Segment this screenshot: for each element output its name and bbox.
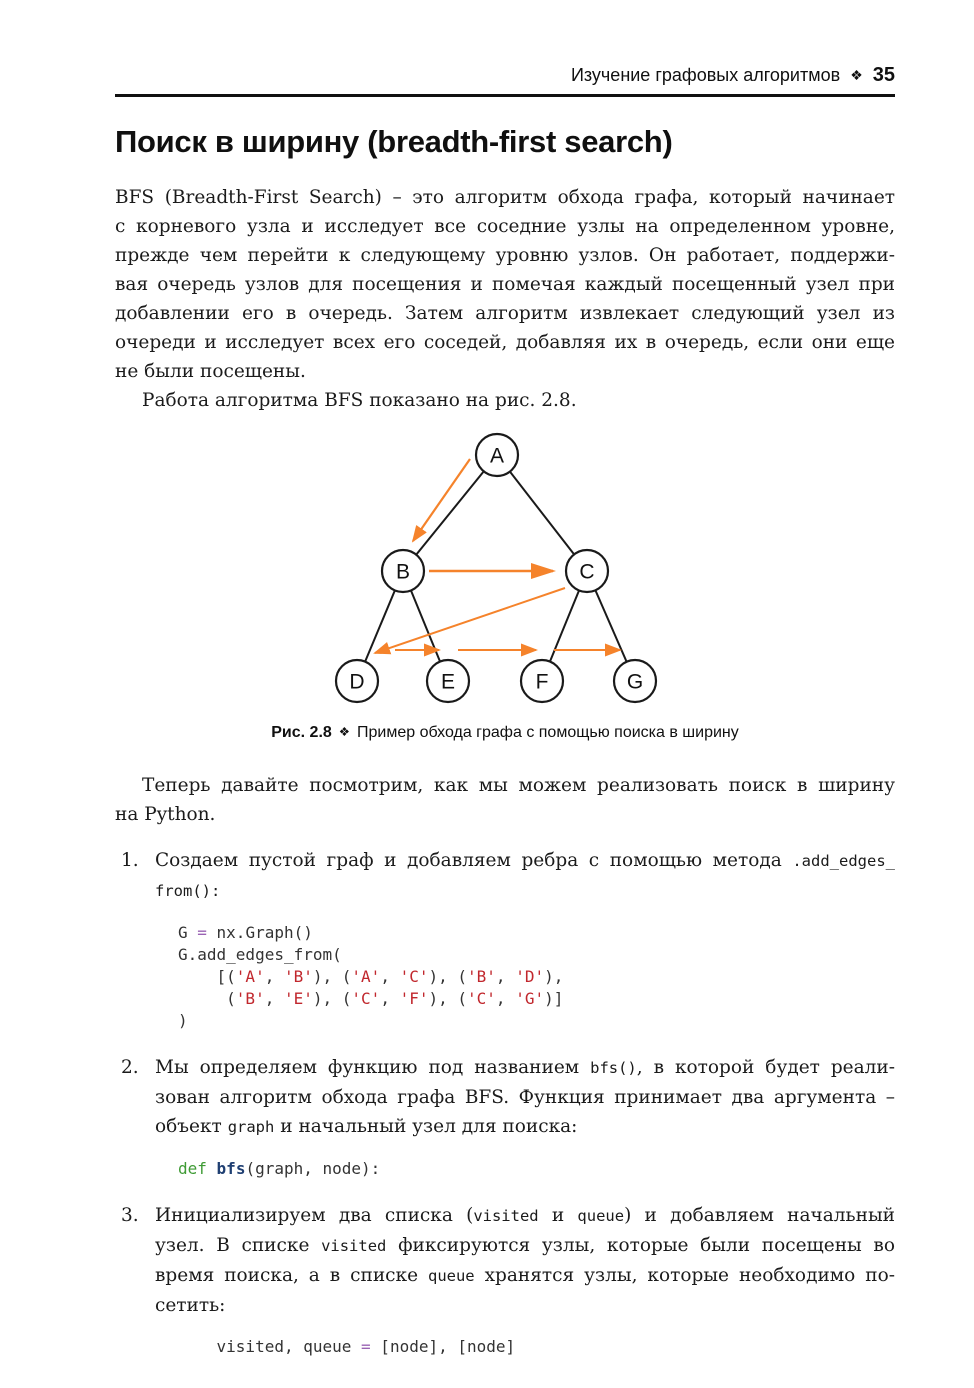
- code-token-str: 'B': [235, 989, 265, 1008]
- inline-code: from():: [155, 882, 221, 900]
- page-header: [115, 64, 895, 97]
- list-item-number: 1.: [121, 850, 139, 871]
- code-token: ,: [380, 967, 400, 986]
- code-token-str: 'B': [467, 967, 496, 986]
- text-segment: сетить:: [155, 1295, 226, 1316]
- code-block-graph-setup: [178, 922, 895, 1032]
- code-line: [178, 988, 895, 1010]
- code-token: G: [178, 923, 198, 942]
- text-segment: ) и добавляем начальный: [624, 1205, 895, 1226]
- code-block-bfs-def: [178, 1158, 895, 1180]
- running-title: Изучение графовых алгоритмов: [570, 65, 841, 85]
- code-line: [178, 922, 895, 944]
- inline-code: queue: [577, 1207, 625, 1225]
- text-line: с корневого узла и исследует все соседние узлы на определенном уровне,: [115, 216, 895, 237]
- code-token: ), (: [312, 989, 352, 1008]
- code-token: (graph, node):: [245, 1159, 381, 1178]
- code-token: ), (: [428, 989, 468, 1008]
- text-segment: время поиска, а в списке: [155, 1265, 428, 1286]
- text-segment: узел. В списке: [155, 1235, 322, 1256]
- text-line: [155, 1053, 895, 1083]
- implement-paragraph: [115, 771, 895, 829]
- text-line: вая очередь узлов для посещения и помечая каждый посещенный узел при: [115, 274, 895, 295]
- running-head: [115, 64, 895, 87]
- list-item-text: [155, 1201, 895, 1320]
- code-token: ): [178, 1011, 188, 1030]
- inline-code: graph: [227, 1118, 275, 1136]
- code-token: [(: [178, 967, 236, 986]
- diamond-caption-icon: ❖: [338, 725, 351, 739]
- list-item: [115, 1201, 895, 1362]
- inline-code: .add_edges_: [792, 852, 895, 870]
- figure-caption-label: Рис. 2.8: [271, 724, 332, 741]
- text-line: очереди и исследует всех его соседей, добавляя их в очередь, если они еще: [115, 332, 895, 353]
- code-token: ,: [380, 989, 400, 1008]
- code-line: [178, 966, 895, 988]
- text-line: [155, 1083, 895, 1112]
- header-rule: [115, 94, 895, 97]
- graph-node-label-D: D: [349, 670, 365, 694]
- bfs-graph-diagram: [115, 429, 895, 711]
- code-token: ), (: [428, 967, 468, 986]
- code-token-str: 'F': [399, 989, 429, 1008]
- list-item-number: 2.: [121, 1057, 139, 1078]
- text-segment: зован алгоритм обхода графа BFS. Функция принимает два аргумента –: [155, 1087, 895, 1108]
- graph-node-label-A: A: [489, 444, 505, 468]
- figure-2-8: [115, 429, 895, 742]
- inline-code: queue: [427, 1267, 475, 1285]
- bfs-graph-svg: [325, 429, 685, 711]
- text-line: BFS (Breadth-First Search) – это алгоритм обхода графа, который начинает: [115, 187, 895, 208]
- graph-node-label-F: F: [535, 670, 549, 694]
- code-token-str: 'A': [351, 967, 381, 986]
- code-token: (: [178, 989, 236, 1008]
- code-line: [178, 1336, 895, 1358]
- inline-code: visited: [321, 1237, 387, 1255]
- code-line: [178, 944, 895, 966]
- text-line: [155, 1291, 895, 1320]
- graph-node-label-G: G: [626, 670, 644, 694]
- page-number: 35: [872, 64, 895, 86]
- text-line: на Python.: [115, 804, 216, 825]
- code-token-str: 'E': [283, 989, 313, 1008]
- list-item-number: 3.: [121, 1205, 139, 1226]
- list-item-text: [155, 1053, 895, 1142]
- text-line: [155, 1201, 895, 1231]
- text-segment: , в которой будет реали-: [636, 1057, 895, 1078]
- list-item-body: [155, 1053, 895, 1184]
- text-segment: фиксируются узлы, которые были посещены во: [386, 1235, 895, 1256]
- code-token: G.add_edges_from(: [178, 945, 342, 964]
- code-token-str: 'C': [351, 989, 381, 1008]
- code-token: nx.Graph(): [206, 923, 313, 942]
- text-segment: Мы определяем функцию под названием: [155, 1057, 591, 1078]
- code-token: ),: [544, 967, 564, 986]
- text-line: [155, 846, 895, 876]
- list-item-body: [155, 1201, 895, 1362]
- code-token-op: =: [361, 1337, 371, 1356]
- code-token-str: 'G': [515, 989, 545, 1008]
- figure-caption-text: Пример обхода графа с помощью поиска в ширину: [357, 724, 739, 741]
- traversal-arrow-C-to-D: [375, 588, 565, 653]
- inline-code: bfs(): [590, 1059, 637, 1077]
- code-token-str: 'A': [235, 967, 265, 986]
- graph-edge-A-B: [403, 455, 497, 571]
- code-token: )]: [544, 989, 564, 1008]
- text-line: Теперь давайте посмотрим, как мы можем реализовать поиск в ширину: [142, 775, 895, 796]
- list-item-text: [155, 846, 895, 906]
- code-token-kw: def: [178, 1159, 207, 1178]
- list-item: [115, 846, 895, 1036]
- code-token-fn: bfs: [216, 1159, 246, 1178]
- code-token-str: 'B': [283, 967, 313, 986]
- text-line: добавлении его в очередь. Затем алгоритм извлекает следующий узел из: [115, 303, 895, 324]
- text-segment: Инициализируем два списка (: [155, 1205, 474, 1226]
- code-line: [178, 1010, 895, 1032]
- code-token: ,: [264, 989, 284, 1008]
- code-token: [207, 1159, 217, 1178]
- text-segment: и начальный узел для поиска:: [274, 1116, 578, 1137]
- list-item: [115, 1053, 895, 1184]
- code-token: ), (: [312, 967, 352, 986]
- intro-paragraph: [115, 183, 895, 386]
- code-token-str: 'C': [399, 967, 429, 986]
- section-title: Поиск в ширину (breadth-first search): [115, 124, 673, 159]
- code-token: visited, queue: [178, 1337, 362, 1356]
- graph-node-label-C: C: [579, 560, 595, 584]
- code-line: [178, 1158, 895, 1180]
- text-line: [155, 876, 895, 906]
- graph-node-label-E: E: [440, 670, 456, 694]
- code-token: ,: [264, 967, 284, 986]
- text-segment: и: [538, 1205, 578, 1226]
- text-line: прежде чем перейти к следующему уровню узлов. Он работает, поддержи-: [115, 245, 895, 266]
- text-segment: Создаем пустой граф и добавляем ребра с помощью метода: [155, 850, 793, 871]
- text-line: [155, 1261, 895, 1291]
- graph-node-label-B: B: [395, 560, 411, 584]
- code-token-str: 'D': [515, 967, 545, 986]
- code-token: [node], [node]: [370, 1337, 516, 1356]
- code-token-op: =: [197, 923, 207, 942]
- code-block-visited-queue: [178, 1336, 895, 1358]
- code-token-str: 'C': [467, 989, 496, 1008]
- figure-reference-line: Работа алгоритма BFS показано на рис. 2.8.: [142, 390, 577, 411]
- code-token: ,: [495, 989, 516, 1008]
- figure-caption: [115, 724, 895, 742]
- text-line: [155, 1112, 895, 1142]
- list-item-body: [155, 846, 895, 1036]
- text-line: [155, 1231, 895, 1261]
- code-token: ,: [495, 967, 516, 986]
- numbered-list: [115, 846, 895, 1362]
- text-line: не были посещены.: [115, 361, 306, 382]
- diamond-separator-icon: ❖: [850, 67, 863, 83]
- inline-code: visited: [473, 1207, 539, 1225]
- text-segment: хранятся узлы, которые необходимо по-: [474, 1265, 895, 1286]
- text-segment: объект: [155, 1116, 228, 1137]
